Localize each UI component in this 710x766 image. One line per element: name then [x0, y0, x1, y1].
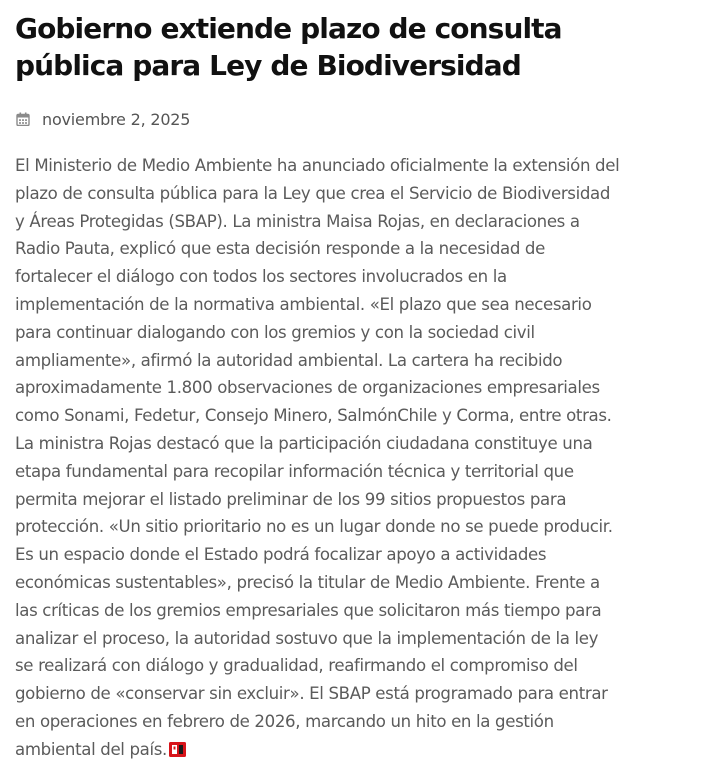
- body-line: económicas sustentables», precisó la titular de Medio Ambiente. Frente a: [15, 572, 600, 592]
- body-line: se realizará con diálogo y gradualidad, reafirmando el compromiso del: [15, 656, 578, 676]
- article: [15, 10, 697, 764]
- body-line: gobierno de «conservar sin excluir». El SBAP está programado para entrar: [15, 684, 608, 704]
- body-line: fortalecer el diálogo con todos los sectores involucrados en la: [15, 267, 507, 287]
- body-line: plazo de consulta pública para la Ley que crea el Servicio de Biodiversidad: [15, 183, 611, 203]
- body-line: en operaciones en febrero de 2026, marcando un hito en la gestión: [15, 711, 554, 731]
- body-line-last: [15, 736, 697, 764]
- body-line: y Áreas Protegidas (SBAP). La ministra Maisa Rojas, en declaraciones a: [15, 211, 580, 231]
- end-mark-icon: [169, 742, 186, 757]
- body-line-last-text: ambiental del país.: [15, 739, 167, 759]
- body-line: etapa fundamental para recopilar información técnica y territorial que: [15, 461, 574, 481]
- article-body: [15, 152, 697, 764]
- title-line: pública para Ley de Biodiversidad: [15, 49, 521, 82]
- body-line: implementación de la normativa ambiental. «El plazo que sea necesario: [15, 294, 592, 314]
- title-line: Gobierno extiende plazo de consulta: [15, 12, 562, 45]
- body-line: como Sonami, Fedetur, Consejo Minero, SalmónChile y Corma, entre otras.: [15, 406, 612, 426]
- body-line: Radio Pauta, explicó que esta decisión responde a la necesidad de: [15, 239, 545, 259]
- body-line: protección. «Un sitio prioritario no es un lugar donde no se puede producir.: [15, 517, 613, 537]
- calendar-icon: [16, 112, 30, 126]
- body-line: La ministra Rojas destacó que la participación ciudadana constituye una: [15, 433, 593, 453]
- body-line: permita mejorar el listado preliminar de los 99 sitios propuestos para: [15, 489, 567, 509]
- body-line: para continuar dialogando con los gremios y con la sociedad civil: [15, 322, 535, 342]
- article-title: [15, 10, 697, 84]
- body-line: Es un espacio donde el Estado podrá focalizar apoyo a actividades: [15, 545, 547, 565]
- body-line: las críticas de los gremios empresariales que solicitaron más tiempo para: [15, 600, 602, 620]
- body-line: aproximadamente 1.800 observaciones de organizaciones empresariales: [15, 378, 600, 398]
- body-line: analizar el proceso, la autoridad sostuvo que la implementación de la ley: [15, 628, 599, 648]
- body-line: El Ministerio de Medio Ambiente ha anunciado oficialmente la extensión del: [15, 156, 620, 175]
- article-meta: [15, 108, 697, 130]
- body-line: ampliamente», afirmó la autoridad ambiental. La cartera ha recibido: [15, 350, 563, 370]
- article-date: noviembre 2, 2025: [42, 109, 191, 129]
